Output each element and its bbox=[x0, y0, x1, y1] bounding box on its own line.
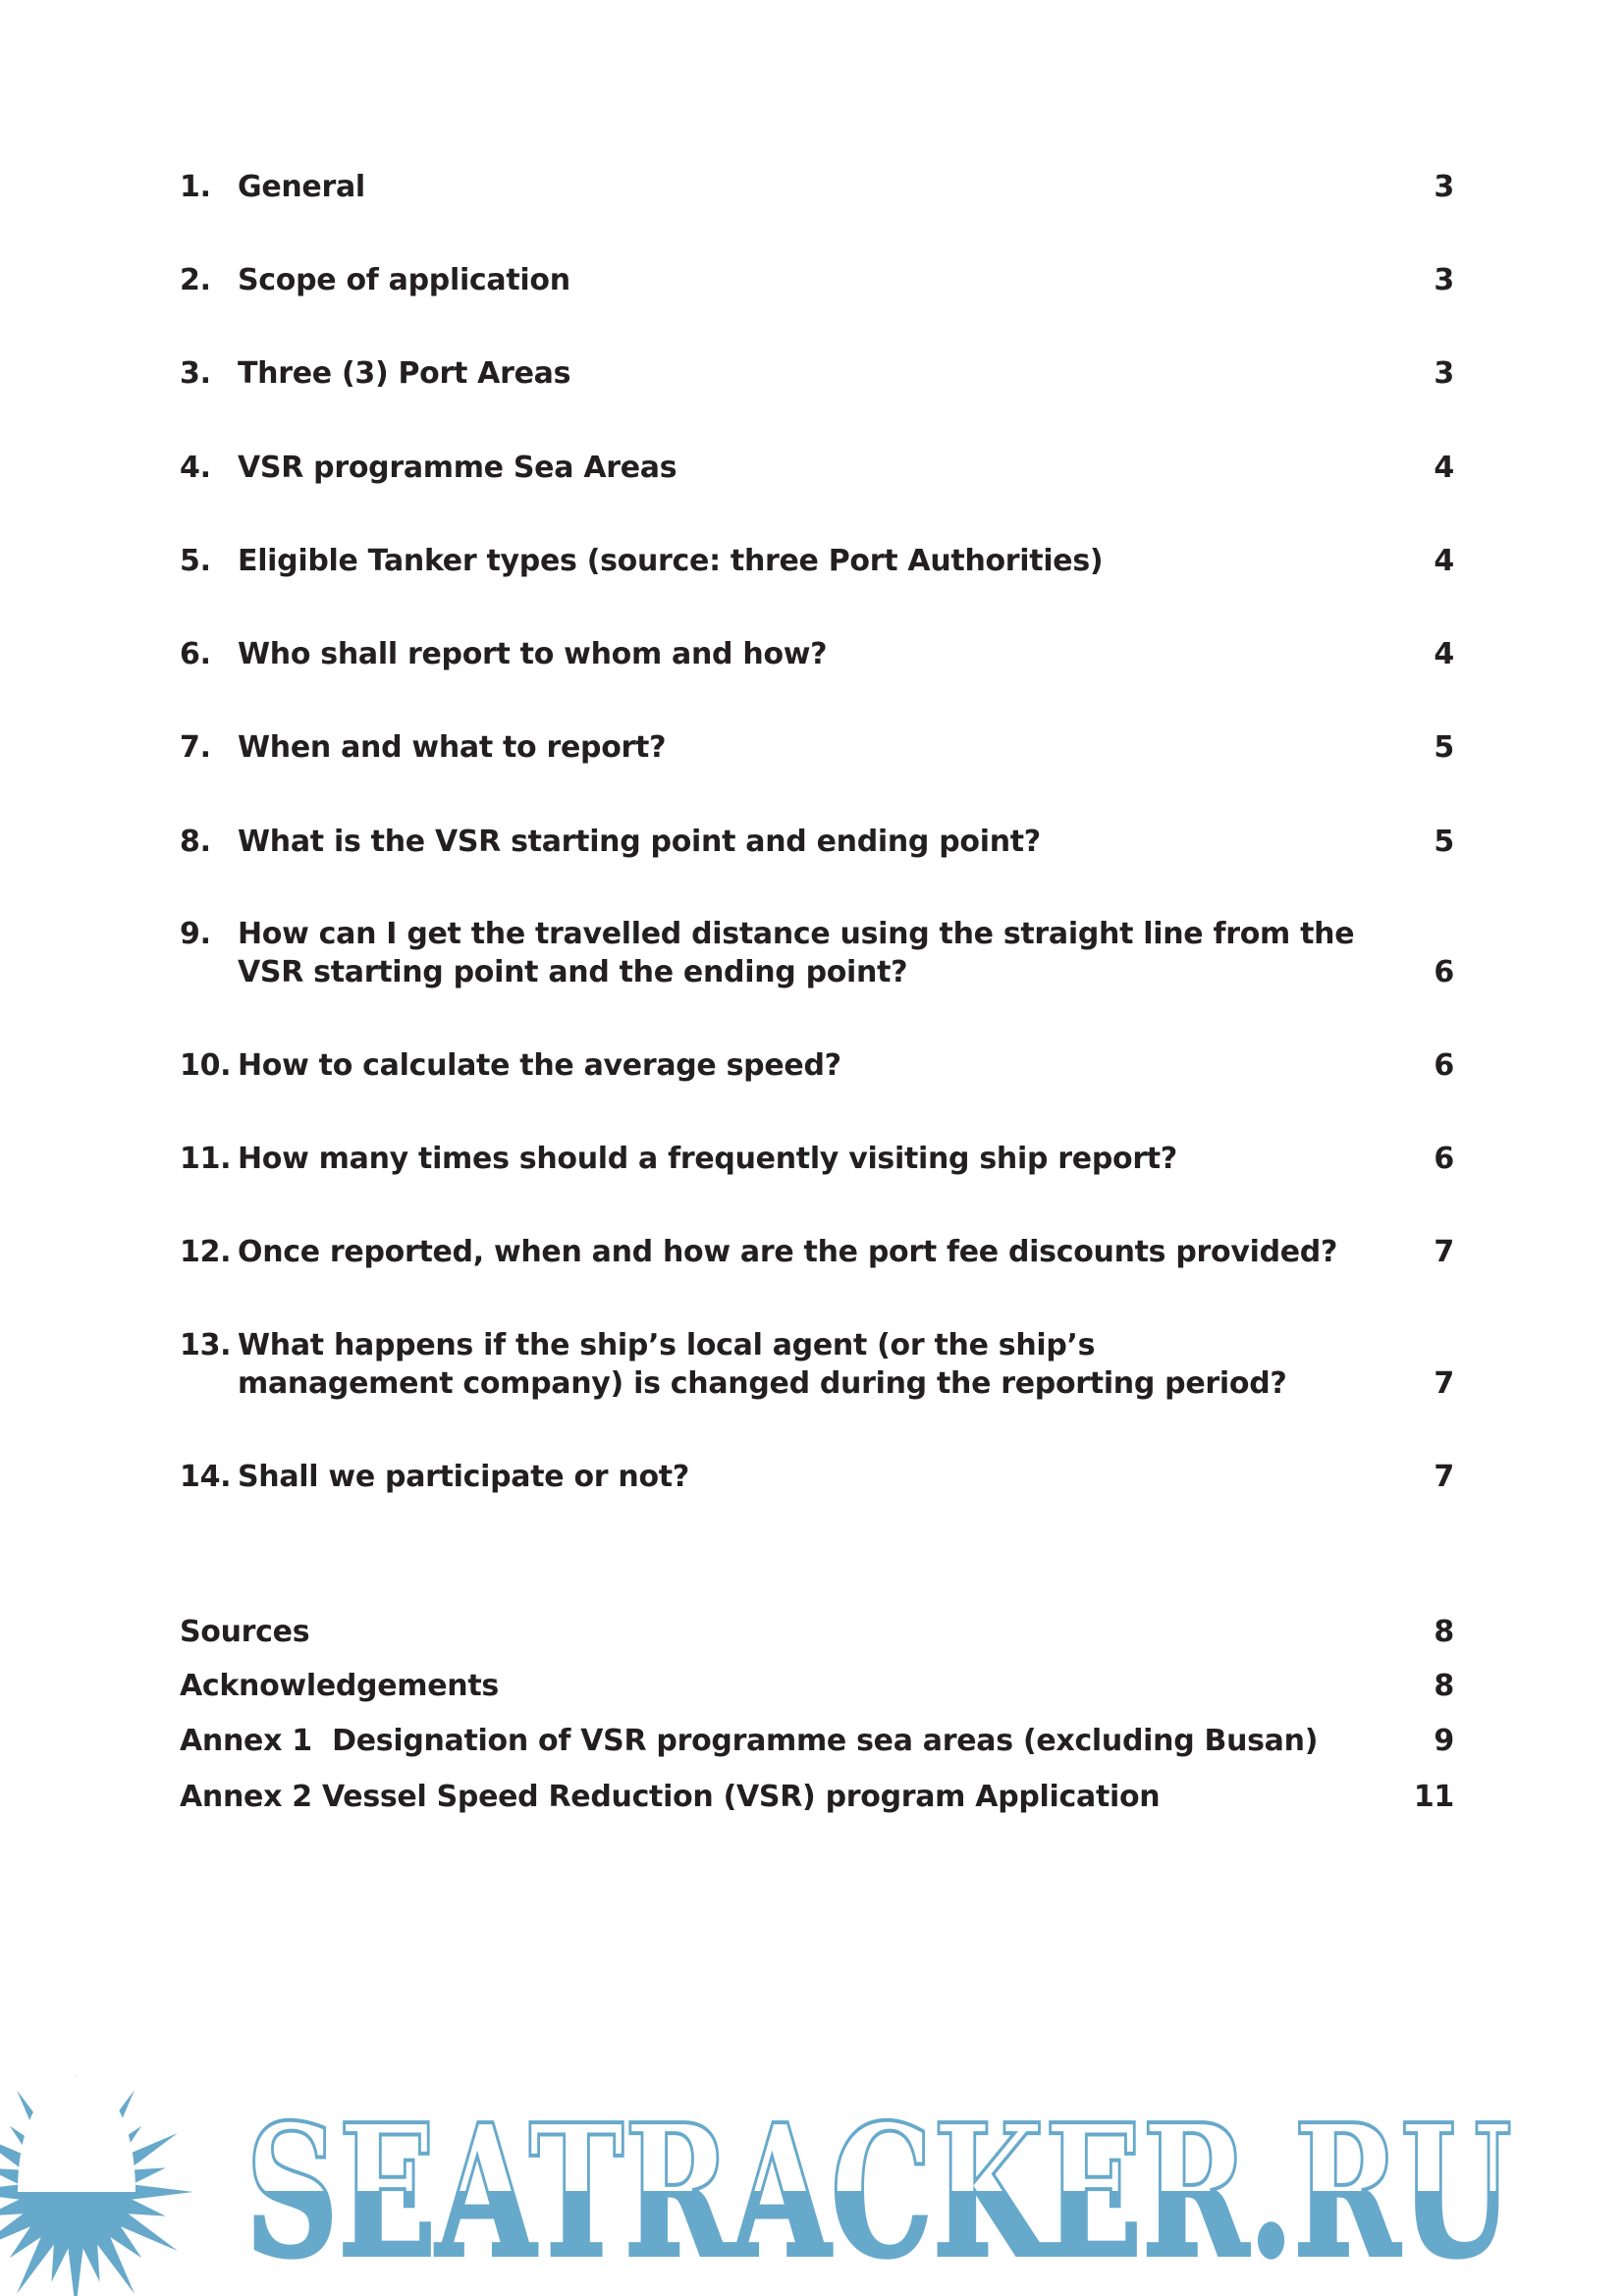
toc-entry[interactable] bbox=[180, 728, 1454, 767]
toc-entry[interactable] bbox=[180, 1326, 1454, 1403]
toc-title: Sources bbox=[180, 1615, 310, 1649]
toc-entry[interactable] bbox=[180, 261, 1454, 299]
toc-entry[interactable] bbox=[180, 1458, 1454, 1496]
toc-title: What is the VSR starting point and ending point? bbox=[238, 825, 1041, 859]
toc-page: 4 bbox=[1434, 544, 1454, 578]
toc-title: Scope of application bbox=[238, 263, 570, 297]
toc-page: 6 bbox=[1434, 1048, 1454, 1083]
toc-number: 11. bbox=[180, 1142, 232, 1176]
watermark-text: SEATRACKER.RU bbox=[245, 2084, 1512, 2296]
toc-title: How can I get the travelled distance using the straight line from the VSR starting point and the ending point? bbox=[238, 917, 1355, 989]
toc-number: 10. bbox=[180, 1048, 232, 1083]
toc-number: 4. bbox=[180, 451, 211, 485]
toc-title: Eligible Tanker types (source: three Port Authorities) bbox=[238, 544, 1104, 578]
toc-number: 2. bbox=[180, 263, 211, 297]
toc-title: How many times should a frequently visiting ship report? bbox=[238, 1142, 1177, 1176]
toc-title: What happens if the ship’s local agent (or the ship’s management company) is changed during the reporting period? bbox=[238, 1328, 1287, 1401]
toc-entry[interactable] bbox=[180, 542, 1454, 580]
toc-number: 3. bbox=[180, 356, 211, 391]
toc-entry[interactable] bbox=[180, 1140, 1454, 1178]
toc-extra-entry[interactable] bbox=[180, 1613, 1454, 1651]
toc-page: 6 bbox=[1434, 955, 1454, 989]
toc-page: 3 bbox=[1434, 170, 1454, 204]
toc-extra-entry[interactable] bbox=[180, 1722, 1454, 1760]
toc-extra-entry[interactable] bbox=[180, 1778, 1454, 1816]
toc-entry[interactable] bbox=[180, 915, 1454, 991]
toc-title: Once reported, when and how are the port fee discounts provided? bbox=[238, 1235, 1338, 1269]
toc-page: 5 bbox=[1434, 825, 1454, 859]
toc-entry[interactable] bbox=[180, 449, 1454, 487]
toc-title: When and what to report? bbox=[238, 730, 667, 765]
toc-title: How to calculate the average speed? bbox=[238, 1048, 841, 1083]
toc-entry[interactable] bbox=[180, 1046, 1454, 1085]
toc-number: 1. bbox=[180, 170, 211, 204]
toc-page: 8 bbox=[1434, 1615, 1454, 1649]
toc-title: General bbox=[238, 170, 365, 204]
toc-title: Three (3) Port Areas bbox=[238, 356, 571, 391]
toc-entry[interactable] bbox=[180, 168, 1454, 206]
toc-number: 12. bbox=[180, 1235, 232, 1269]
toc-number: 9. bbox=[180, 917, 211, 951]
toc-page: 7 bbox=[1434, 1460, 1454, 1494]
toc-page: 9 bbox=[1434, 1724, 1454, 1758]
toc-page: 5 bbox=[1434, 730, 1454, 765]
toc-title: VSR programme Sea Areas bbox=[238, 451, 677, 485]
toc-title: Annex 2 Vessel Speed Reduction (VSR) program Application bbox=[180, 1780, 1161, 1814]
toc-title: Who shall report to whom and how? bbox=[238, 637, 828, 671]
toc-page: 7 bbox=[1434, 1235, 1454, 1269]
toc-entry[interactable] bbox=[180, 823, 1454, 861]
toc-number: 13. bbox=[180, 1328, 232, 1362]
toc-title: Shall we participate or not? bbox=[238, 1460, 689, 1494]
toc-title: Annex 1 Designation of VSR programme sea areas (excluding Busan) bbox=[180, 1724, 1319, 1758]
toc-number: 6. bbox=[180, 637, 211, 671]
watermark-logo bbox=[0, 2056, 1624, 2296]
toc-page: 7 bbox=[1434, 1366, 1454, 1401]
toc-number: 14. bbox=[180, 1460, 232, 1494]
sun-icon bbox=[0, 2074, 193, 2296]
toc-page: 4 bbox=[1434, 637, 1454, 671]
toc-page: 11 bbox=[1413, 1780, 1454, 1814]
toc-page: 3 bbox=[1434, 356, 1454, 391]
toc-page: 8 bbox=[1434, 1669, 1454, 1703]
toc-page: 4 bbox=[1434, 451, 1454, 485]
toc-number: 7. bbox=[180, 730, 211, 765]
toc-number: 5. bbox=[180, 544, 211, 578]
toc-extra-entry[interactable] bbox=[180, 1667, 1454, 1705]
toc-page: 3 bbox=[1434, 263, 1454, 297]
toc-page: 6 bbox=[1434, 1142, 1454, 1176]
toc-entry[interactable] bbox=[180, 354, 1454, 393]
toc-title: Acknowledgements bbox=[180, 1669, 499, 1703]
toc-entry[interactable] bbox=[180, 635, 1454, 673]
toc-entry[interactable] bbox=[180, 1233, 1454, 1271]
toc-number: 8. bbox=[180, 825, 211, 859]
